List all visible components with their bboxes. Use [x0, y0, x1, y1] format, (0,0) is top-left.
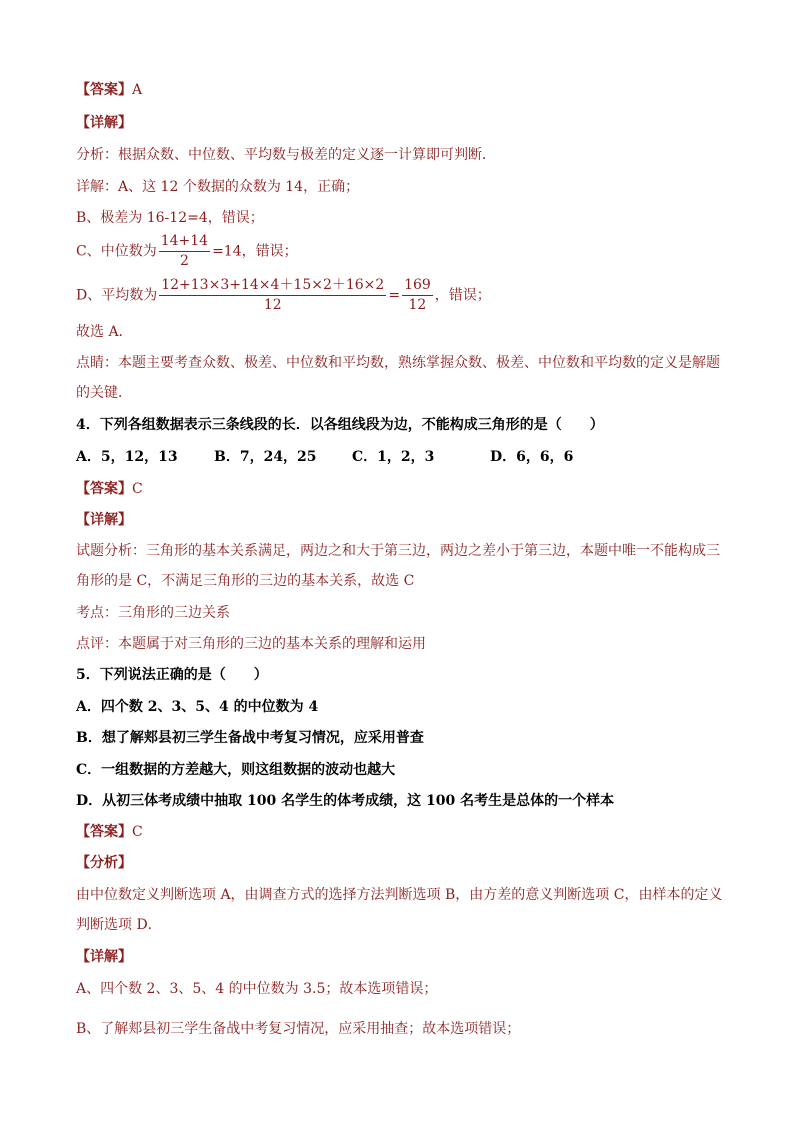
- answer-label: 【答案】: [76, 82, 132, 98]
- q4-analysis-text-2: 角形的是 C，不满足三角形的三边的基本关系，故选 C: [76, 573, 415, 589]
- question-5-stem: 5．下列说法正确的是（ ）: [76, 667, 268, 683]
- q5-detail-a-text: A、四个数 2、3、5、4 的中位数为 3.5；故本选项错误；: [76, 981, 438, 997]
- detail-b-text: B、极差为 16-12=4，错误；: [76, 210, 264, 226]
- detail-c-suffix: =14，错误；: [212, 243, 298, 260]
- analysis-heading-3: [76, 854, 132, 872]
- answer-value-2: C: [132, 481, 143, 497]
- median-fraction: [159, 233, 210, 270]
- answer-line-2: [76, 480, 143, 498]
- answer-label-3: 【答案】: [76, 824, 132, 840]
- choose-text: 故选 A．: [76, 324, 133, 340]
- detail-label-3: 【详解】: [76, 949, 132, 965]
- q5-detail-b-text: B、了解郏县初三学生备战中考复习情况，应采用抽查；故本选项错误；: [76, 1021, 521, 1037]
- question-5-option-c: C．一组数据的方差越大，则这组数据的波动也越大: [76, 762, 396, 778]
- q5-analysis-text-1: 由中位数定义判断选项 A，由调查方式的选择方法判断选项 B，由方差的意义判断选项 C，由样本的定义: [76, 887, 723, 903]
- detail-d-line: [76, 277, 491, 314]
- mean-denominator: 12: [263, 297, 282, 313]
- mean-result-denominator: 12: [408, 297, 427, 313]
- detail-c-line: [76, 233, 298, 270]
- question-4-option-d: D．6，6，6: [490, 449, 574, 465]
- mean-result-fraction: [402, 277, 433, 314]
- analysis-text: 分析：根据众数、中位数、平均数与极差的定义逐一计算即可判断．: [76, 147, 496, 163]
- q4-review-text: 点评：本题属于对三角形的三边的基本关系的理解和运用: [76, 636, 426, 652]
- mean-equals: =: [388, 287, 401, 304]
- detail-heading-2: [76, 511, 132, 529]
- q4-analysis-text-1: 试题分析：三角形的基本关系满足，两边之和大于第三边，两边之差小于第三边，本题中唯一不能构成三: [76, 543, 720, 559]
- question-5-option-a: A．四个数 2、3、5、4 的中位数为 4: [76, 699, 319, 715]
- median-denominator: 2: [179, 253, 189, 269]
- question-4-option-c: C．1，2，3: [352, 449, 435, 465]
- mean-numerator: 12+13×3+14×4＋15×2＋16×2: [159, 277, 386, 296]
- detail-label: 【详解】: [76, 115, 132, 131]
- question-4-stem: 4．下列各组数据表示三条线段的长．以各组线段为边，不能构成三角形的是（ ）: [76, 417, 604, 433]
- answer-label-2: 【答案】: [76, 481, 132, 497]
- detail-a-text: 详解：A、这 12 个数据的众数为 14，正确；: [76, 179, 360, 195]
- detail-heading: [76, 114, 132, 132]
- detail-c-prefix: C、中位数为: [76, 243, 157, 260]
- analysis-label-3: 【分析】: [76, 855, 132, 871]
- answer-value: A: [132, 82, 143, 98]
- comment-text-1: 点睛：本题主要考查众数、极差、中位数和平均数，熟练掌握众数、极差、中位数和平均数的定义是解题: [76, 355, 720, 371]
- mean-fraction: [159, 277, 386, 314]
- detail-label-2: 【详解】: [76, 512, 132, 528]
- answer-line: [76, 81, 142, 99]
- question-4-option-b: B．7，24，25: [214, 449, 317, 465]
- comment-text-2: 的关键．: [76, 385, 132, 401]
- answer-value-3: C: [132, 824, 143, 840]
- q4-point-text: 考点：三角形的三边关系: [76, 605, 230, 621]
- question-5-option-d: D．从初三体考成绩中抽取 100 名学生的体考成绩，这 100 名考生是总体的一个样本: [76, 793, 615, 809]
- detail-d-suffix: ，错误；: [434, 287, 491, 304]
- median-numerator: 14+14: [159, 233, 210, 252]
- question-5-option-b: B．想了解郏县初三学生备战中考复习情况，应采用普查: [76, 730, 424, 746]
- question-4-option-a: A．5，12，13: [76, 449, 178, 465]
- mean-result-numerator: 169: [402, 277, 433, 296]
- detail-d-prefix: D、平均数为: [76, 287, 158, 304]
- q5-analysis-text-2: 判断选项 D．: [76, 917, 162, 933]
- answer-line-3: [76, 823, 143, 841]
- question-4-options: [76, 448, 573, 466]
- detail-heading-3: [76, 948, 132, 966]
